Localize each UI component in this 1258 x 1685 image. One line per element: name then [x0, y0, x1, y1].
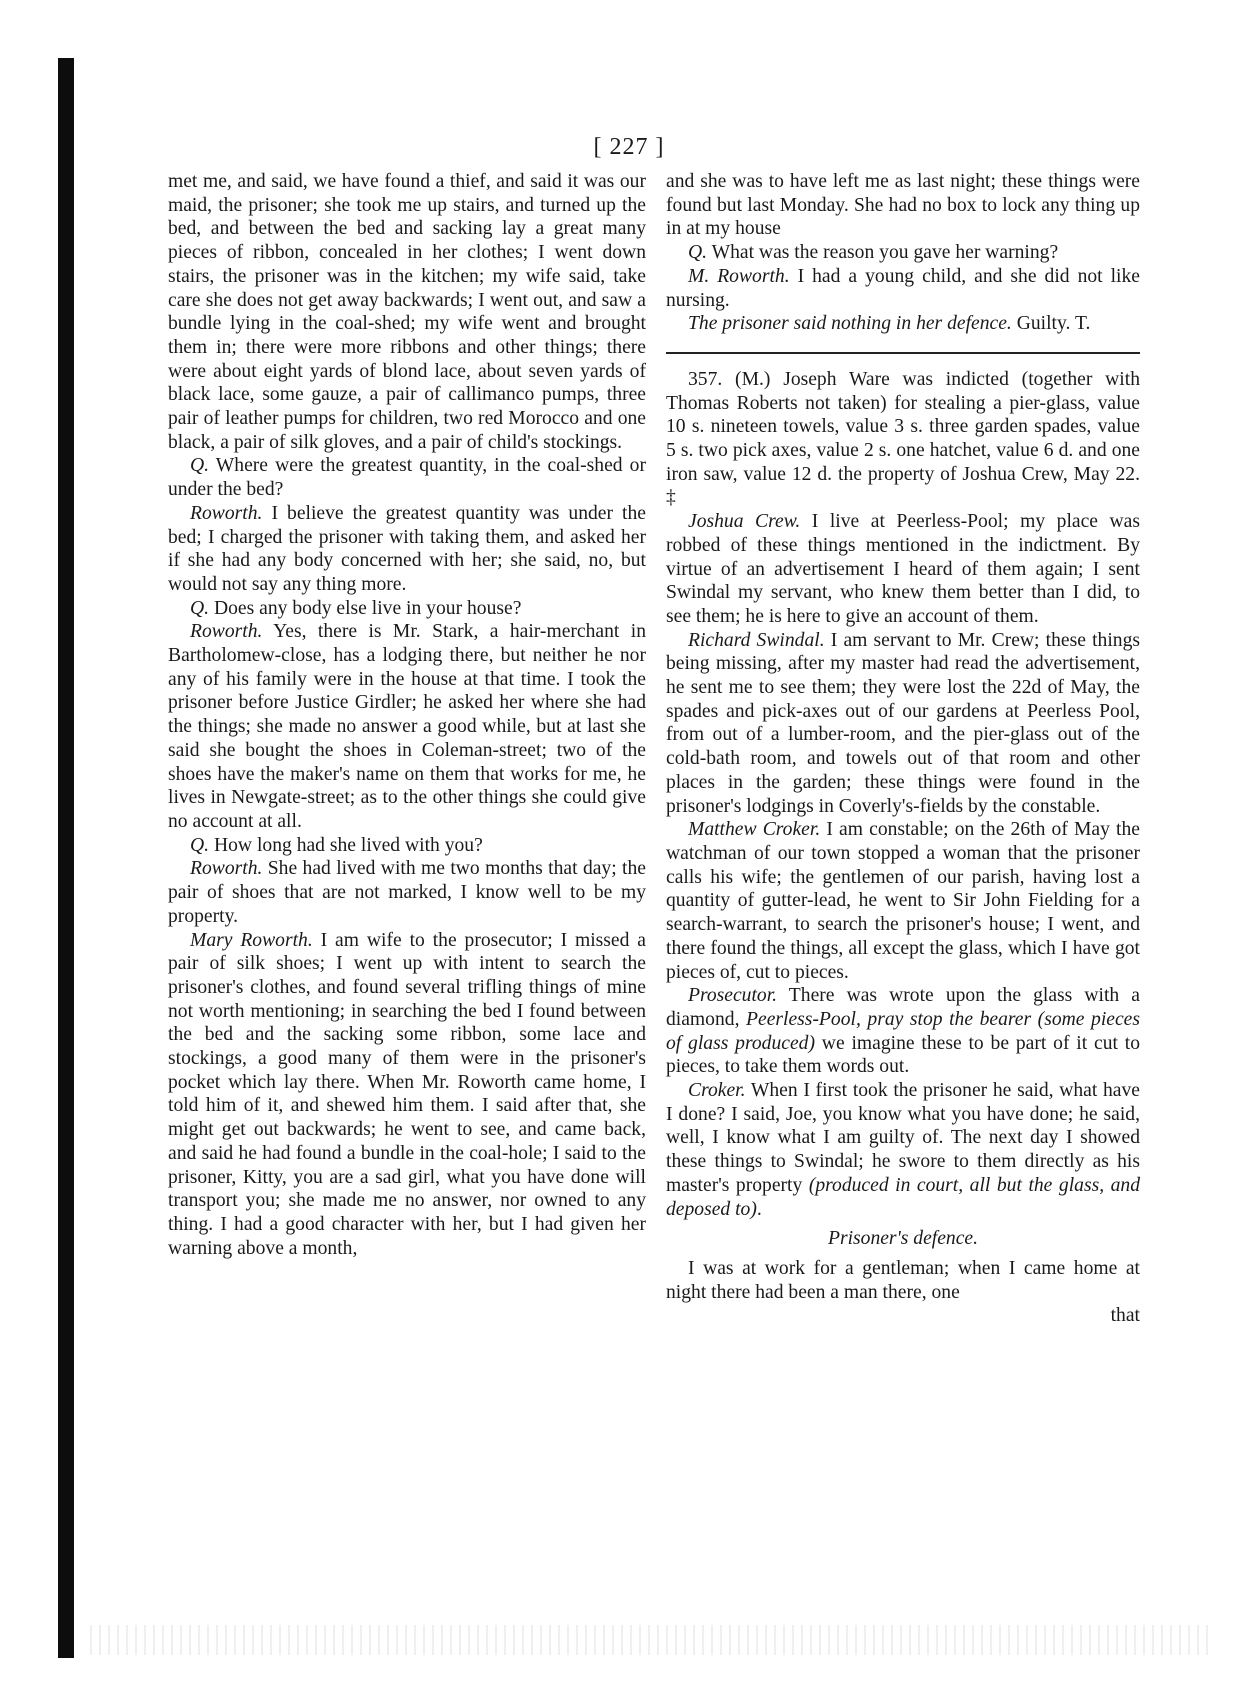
- paragraph: Prosecutor. There was wrote upon the glass with a diamond, Peerless-Pool, pray stop the bearer (some pieces of glass produced) we imagine these to be part of it cut to pieces, to take them words out.: [666, 985, 1140, 1078]
- paragraph: 357. (M.) Joseph Ware was indicted (together with Thomas Roberts not taken) for stealing a pier-glass, value 10 s. nineteen towels, value 3 s. three garden spades, value 5 s. two pick axes, value 2 s. one hatchet, value 6 d. and one iron saw, value 12 d. the property of Joshua Crew, May 22. ‡: [666, 368, 1140, 509]
- paragraph: Roworth. I believe the greatest quantity was under the bed; I charged the prisoner with taking them, and asked her if she had any body concerned with her; she said, no, but would not say any thing more.: [168, 502, 646, 595]
- left-column: [168, 170, 646, 1260]
- speaker: Croker.: [688, 1080, 746, 1102]
- paragraph: Matthew Croker. I am constable; on the 26th of May the watchman of our town stopped a woman that the prisoner calls his wife; the gentlemen of our parish, having lost a quantity of gutter-lead, he went to Sir John Fielding for a search-warrant, to search the prisoner's house; I went, and there found the things, all except the glass, which I have got pieces of, cut to pieces.: [666, 819, 1140, 983]
- speaker: Matthew Croker.: [688, 819, 821, 841]
- paragraph: Q. What was the reason you gave her warning?: [688, 242, 1059, 264]
- scan-edge-noise: [90, 1625, 1210, 1655]
- paragraph: Q. Where were the greatest quantity, in the coal-shed or under the bed?: [168, 455, 646, 501]
- speaker: Prosecutor.: [688, 985, 778, 1007]
- verdict: The prisoner said nothing in her defence. Guilty. T.: [688, 313, 1091, 335]
- speaker: Q.: [190, 597, 210, 619]
- speaker: Roworth.: [190, 858, 263, 880]
- paragraph: Q. Does any body else live in your house?: [190, 597, 522, 619]
- speaker: Q.: [190, 834, 210, 856]
- speaker: Roworth.: [190, 502, 263, 524]
- paragraph: Mary Roworth. I am wife to the prosecutor; I missed a pair of silk shoes; I went up with intent to search the prisoner's clothes, and found several trifling things of mine not worth mentioning; in searching the bed I found between the bed and the sacking some ribbon, some lace and stockings, a good many of them were in the prisoner's pocket which lay there. When Mr. Roworth came home, I told him of it, and shewed him them. I said after that, she might get out backwards; he went to see, and came back, and said he had found a bundle in the coal-hole; I said to the prisoner, Kitty, you are a sad girl, what you have done will transport you; she made me no answer, nor owned to any thing. I had a good character with her, but I had given her warning above a month,: [168, 929, 646, 1259]
- right-column: [666, 170, 1140, 1328]
- speaker: Joshua Crew.: [688, 511, 801, 533]
- catchword: that: [1110, 1305, 1140, 1327]
- paragraph: Roworth. She had lived with me two months that day; the pair of shoes that are not marked, I know well to be my property.: [168, 858, 646, 927]
- speaker: Mary Roworth.: [190, 929, 313, 951]
- paragraph: Roworth. Yes, there is Mr. Stark, a hair-merchant in Bartholomew-close, has a lodging there, but neither he nor any of his family were in the house at that time. I took the prisoner before Justice Girdler; he asked her where she had the things; she made no answer a good while, but at last she said she bought the shoes in Coleman-street; two of the shoes have the maker's name on them that works for me, he lives in Newgate-street; as to the other things she could give no account at all.: [168, 621, 646, 832]
- page-number: [ 227 ]: [593, 134, 665, 160]
- paragraph: and she was to have left me as last night; these things were found but last Monday. She had no box to lock any thing up in at my house: [666, 171, 1140, 240]
- paragraph: Joshua Crew. I live at Peerless-Pool; my place was robbed of these things mentioned in the indictment. By virtue of an advertisement I heard of them again; I sent Swindal my servant, who knew them better than I did, to see them; he is here to give an account of them.: [666, 511, 1140, 627]
- paragraph: I was at work for a gentleman; when I came home at night there had been a man there, one: [666, 1257, 1140, 1303]
- speaker: Q.: [190, 455, 210, 477]
- paragraph: Croker. When I first took the prisoner he said, what have I done? I said, Joe, you know what you have done; he said, well, I know what I am guilty of. The next day I showed these things to Swindal; he swore to them directly as his master's property (produced in court, all but the glass, and deposed to).: [666, 1080, 1140, 1220]
- paragraph: M. Roworth. I had a young child, and she did not like nursing.: [666, 265, 1140, 311]
- paragraph: Richard Swindal. I am servant to Mr. Crew; these things being missing, after my master had read the advertisement, he sent me to see them; they were lost the 22d of May, the spades and pick-axes out of our gardens at Peerless Pool, from out of a lumber-room, and the pier-glass out of the cold-bath room, and towels out of that room and other places in the garden; these things were found in the prisoner's lodgings in Coverly's-fields by the constable.: [666, 629, 1140, 817]
- paragraph: met me, and said, we have found a thief, and said it was our maid, the prisoner; she took me up stairs, and turned up the bed, and between the bed and sacking lay a great many pieces of ribbon, concealed in her clothes; I went down stairs, the prisoner was in the kitchen; my wife said, take care she does not get away backwards; I went out, and saw a bundle lying in the coal-shed; my wife went and brought them in; there were more ribbons and other things; there were about eight yards of blond lace, about seven yards of black lace, some gauze, a pair of callimanco pumps, three pair of leather pumps for children, two red Morocco and one black, a pair of silk gloves, and a pair of child's stockings.: [168, 171, 646, 453]
- scan-binding-shadow: [58, 58, 74, 1658]
- paragraph: Q. How long had she lived with you?: [190, 834, 483, 856]
- speaker: Richard Swindal.: [688, 629, 825, 651]
- speaker: Q.: [688, 242, 708, 264]
- speaker: M. Roworth.: [688, 265, 790, 287]
- section-divider: [666, 352, 1140, 354]
- speaker: Roworth.: [190, 621, 263, 643]
- section-heading: Prisoner's defence.: [827, 1228, 978, 1250]
